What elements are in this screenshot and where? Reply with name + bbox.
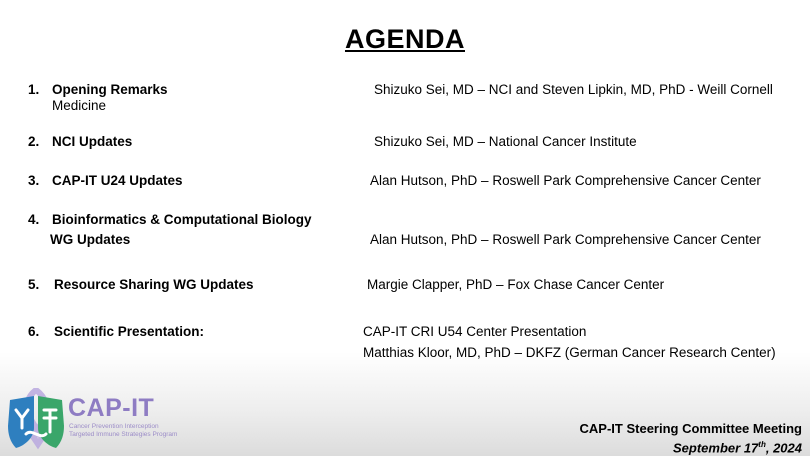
meeting-date-year: , 2024 [765, 440, 802, 456]
agenda-item-2-speaker: Shizuko Sei, MD – National Cancer Institute [374, 134, 637, 149]
page-title: AGENDA [344, 24, 465, 54]
logo-tagline-line1: Cancer Prevention Interception [69, 423, 159, 430]
meeting-date-prefix: September 17 [673, 440, 759, 456]
agenda-item-number: 3. [28, 173, 40, 188]
agenda-item-3-speaker: Alan Hutson, PhD – Roswell Park Comprehensive Cancer Center [370, 173, 761, 188]
agenda-item-1-speaker: Shizuko Sei, MD – NCI and Steven Lipkin, MD, PhD - Weill Cornell [374, 82, 773, 97]
agenda-item-label: NCI Updates [52, 134, 133, 149]
agenda-item-number: 5. [28, 277, 40, 292]
agenda-item-label: Bioinformatics & Computational Biology [52, 212, 312, 227]
logo-tagline-line2: Targeted Immune Strategies Program [69, 431, 178, 438]
cap-it-logo [6, 388, 178, 452]
agenda-item-label: Opening Remarks [52, 82, 168, 97]
agenda-item-6-speaker-cont: Matthias Kloor, MD, PhD – DKFZ (German Cancer Research Center) [363, 345, 776, 360]
agenda-item-number: 4. [28, 212, 40, 227]
agenda-item-number: 6. [28, 324, 40, 339]
logo-title: CAP-IT [68, 394, 155, 422]
agenda-item-number: 2. [28, 134, 40, 149]
agenda-item-label: Scientific Presentation: [54, 324, 205, 339]
agenda-item-number: 1. [28, 82, 40, 97]
meeting-info [580, 421, 802, 456]
agenda-item-6-speaker: CAP-IT CRI U54 Center Presentation [363, 324, 587, 339]
agenda-item-1-speaker-cont: Medicine [52, 98, 107, 113]
agenda-item-5-speaker: Margie Clapper, PhD – Fox Chase Cancer Center [367, 277, 665, 292]
shield-ribbon-icon [6, 388, 66, 452]
agenda-item-label: Resource Sharing WG Updates [54, 277, 254, 292]
meeting-date-suffix-sup: th [758, 440, 766, 449]
agenda-item-label: CAP-IT U24 Updates [52, 173, 183, 188]
meeting-date [580, 437, 802, 456]
agenda-item-4-speaker: Alan Hutson, PhD – Roswell Park Comprehensive Cancer Center [370, 232, 761, 247]
meeting-title: CAP-IT Steering Committee Meeting [579, 421, 802, 436]
agenda-item-4-label-cont: WG Updates [50, 232, 131, 247]
logo-tagline [69, 423, 177, 439]
